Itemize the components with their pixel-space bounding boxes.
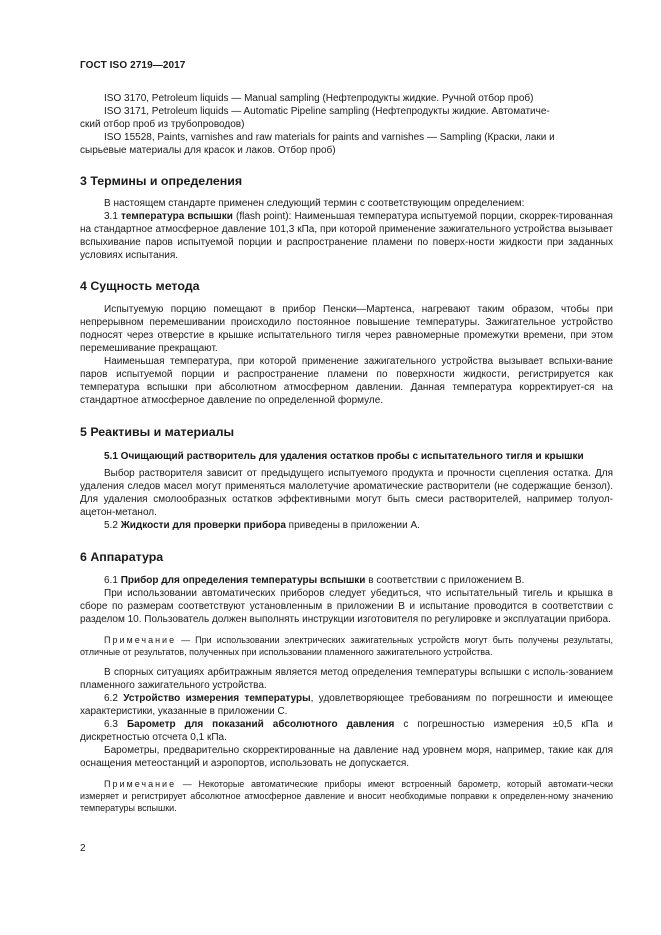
references-list [80, 92, 613, 157]
reference-item-continued: ский отбор проб из трубопроводов) [80, 119, 245, 130]
section-5-title: 5 Реактивы и материалы [80, 425, 235, 439]
subsection-number: 5.2 [104, 520, 118, 531]
section-4-title: 4 Сущность метода [80, 279, 200, 293]
note-1 [80, 634, 613, 658]
section-3-term-definition [80, 210, 613, 262]
section-3-intro: В настоящем стандарте применен следующий термин с соответствующим определением: [104, 198, 525, 209]
term-definition-text: (flash point): Наименьшая температура испытуемой порции, скоррек-тированная на стандартное атмосферное давление 101,3 кПа, при которой применение зажигательного устройства вызывает вспыхивание паров испытуемой порции и распространение пламени по поверх-ности жидкости при заданных условиях испытания. [80, 211, 613, 261]
subsection-text: с погрешностью измерения ±0,5 кПа и дискретностью отсчета 0,1 кПа. [80, 719, 614, 743]
note-text: — При использовании электрических зажигательных устройств могут быть получены результаты, отличные от результатов, полученных при использовании пламенного зажигательного устройства. [80, 635, 613, 657]
section-6-paragraph: В спорных ситуациях арбитражным является метод определения температуры вспышки с исполь-зованием пламенного зажигательного устройства. [80, 667, 613, 691]
section-6-title: 6 Аппаратура [80, 550, 164, 564]
term-name: температура вспышки [121, 211, 233, 222]
subsection-number: 6.1 [104, 575, 118, 586]
subsection-number: 6.3 [104, 719, 118, 730]
subsection-5-1-title: 5.1 Очищающий растворитель для удаления остатков пробы с испытательного тигля и крышки [104, 451, 584, 462]
note-label: Примечание [104, 779, 177, 789]
note-label: Примечание [104, 635, 177, 645]
section-4-paragraph: Наименьшая температура, при которой применение зажигательного устройства вызывает вспыхи-вание паров испытуемой порции и распространение пламени по поверхности жидкости, регистрируется как температура вспышки при абсолютном атмосферном давлении. Данная температура корректирует-ся на стандартное атмосферное давление по определенной формуле. [80, 356, 613, 406]
subsection-bold: Прибор для определения температуры вспышки [120, 575, 366, 586]
reference-item: ISO 15528, Paints, varnishes and raw materials for paints and varnishes — Sampling (Краски, лаки и [104, 132, 555, 143]
subsection-6-3 [80, 718, 613, 744]
subsection-number: 6.2 [104, 693, 118, 704]
subsection-bold: Устройство измерения температуры [123, 693, 311, 704]
term-number: 3.1 [104, 211, 118, 222]
subsection-text: , удовлетворяющее требованиям по погрешности и имеющее характеристики, указанные в приложении С. [80, 693, 614, 717]
reference-item: ISO 3171, Petroleum liquids — Automatic Pipeline sampling (Нефтепродукты жидкие. Автоматиче- [104, 106, 550, 117]
document-header: ГОСТ ISO 2719—2017 [80, 60, 186, 71]
reference-item: ISO 3170, Petroleum liquids — Manual sampling (Нефтепродукты жидкие. Ручной отбор проб) [104, 93, 534, 104]
subsection-5-2 [80, 519, 613, 532]
subsection-bold: Барометр для показаний абсолютного давления [126, 719, 395, 730]
subsection-bold: Жидкости для проверки прибора [120, 520, 286, 531]
section-6-paragraph: При использовании автоматических приборов следует убедиться, что испытательный тигель и крышка в сборе по размерам соответствуют установленным в приложении В и испытание проводится в соответствии с разделом 10. Пользователь должен выполнять инструкции изготовителя по регулировке и эксплуатации прибора. [80, 588, 613, 625]
subsection-text: в соответствии с приложением В. [365, 575, 525, 586]
subsection-text: приведены в приложении А. [285, 520, 420, 531]
page-content [80, 92, 613, 814]
note-text: — Некоторые автоматические приборы имеют встроенный барометр, который автомати-чески измеряет и регистрирует абсолютное атмосферное давление и вносит необходимые поправки к определен-ному значению температуры вспышки. [80, 779, 613, 813]
subsection-6-1 [80, 574, 613, 587]
subsection-5-1-text: Выбор растворителя зависит от предыдущего испытуемого продукта и прочности сцепления остатка. Для удаления следов масел могут применяться малолетучие ароматические растворители (не содержащие бензол). Для удаления смолообразных остатков эффективными могут быть смеси растворителей, например толуол-ацетон-метанол. [80, 468, 613, 518]
note-2 [80, 778, 613, 814]
section-3-title: 3 Термины и определения [80, 174, 243, 188]
section-6-paragraph: Барометры, предварительно скорректированные на давление над уровнем моря, например, такие как для оснащения метеостанций и аэропортов, использовать не допускается. [80, 745, 613, 769]
page-number: 2 [80, 843, 86, 854]
subsection-6-2 [80, 692, 613, 718]
section-4-paragraph: Испытуемую порцию помещают в прибор Пенски—Мартенса, нагревают таким образом, чтобы при непрерывном перемешивании происходило постоянное повышение температуры. Зажигательное устройство подносят через отверстие в крышке испытательного тигля через равномерные промежутки времени, при этом перемешивание прекращают. [80, 304, 613, 354]
reference-item-continued: сырьевые материалы для красок и лаков. Отбор проб) [80, 145, 336, 156]
